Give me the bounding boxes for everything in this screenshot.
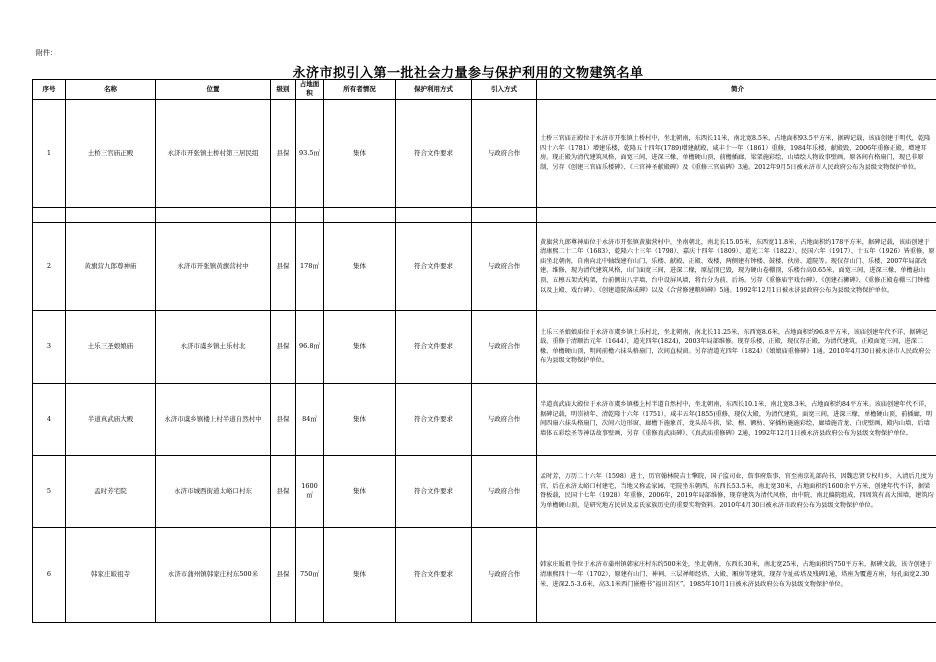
header-area: 占地面积 [296, 80, 324, 100]
cell-intro-way: 与政府合作 [472, 222, 537, 310]
cell-intro-way: 与政府合作 [472, 383, 537, 455]
cell-location: 永济市城西街道太峪口村东 [156, 455, 271, 527]
cell-method: 符合文件要求 [396, 99, 472, 207]
cell-name: 孟时芳宅院 [66, 455, 156, 527]
cell-level: 县保 [271, 99, 296, 207]
table-row [33, 455, 936, 527]
cell-intro-way: 与政府合作 [472, 99, 537, 207]
page-title: 永济市拟引入第一批社会力量参与保护利用的文物建筑名单 [292, 66, 644, 81]
cell-level: 县保 [271, 222, 296, 310]
cell-intro: 土桥三官庙正殿位于永济市开张镇土桥村中，坐北朝南，东西长11米，南北宽8.5米，占地面积93.5平方米，据碑记载，该庙创建于明代，乾隆四十六年（1781）增建乐楼，乾隆五十四年(1789)增建献殿，咸丰十一年（1861）重修，1984年乐楼、献殿毁，2006年重修正殿，增建耳房。现正殿为清代建筑风格，面宽三间，进深三椽，单檐硬山顶，前檐插廊，梁架施彩绘，山墙绘人物故事壁画，原各间有格扇门，现已非原制，另存《创建三官庙乐楼碑》、《三官神圣献殿碑》及《重修三官庙碑》3通。2012年9月5日被永济市人民政府公布为县级文物保护单位。 [537, 99, 936, 207]
cell-no: 5 [33, 455, 66, 527]
header-intro: 简介 [537, 80, 936, 100]
cell-area: 1600㎡ [296, 455, 324, 527]
table-row [33, 527, 936, 622]
table-row [33, 310, 936, 383]
cell-area: 750㎡ [296, 527, 324, 622]
cell-method: 符合文件要求 [396, 527, 472, 622]
cell-no: 6 [33, 527, 66, 622]
cell-location: 永济市虞乡镇土乐村北 [156, 310, 271, 383]
cell-intro: 孟时芳，万历二十六年（1598）进士，历官翰林院吉士擎院，国子监司业，詹事府詹事，官至南京礼部尚书，因魏忠贤专权归乡，入清后几度为官，后在永济太峪口村建宅，当地又称孟家园，宅院坐东朝西，东西长53.5米，南北宽30米，占地面积约1600余平方米，创建年代不详，据梁脊板载，民国十七年（1928）年重修，2006年，2019年局部维修，现存建筑为清代风格，由中院、南北偏院组成，四周筑有高大围墙，建筑均为单檐硬山顶，是研究地方民居及孟氏家族历史的重要实物资料。2010年4月30日被永济市政府公布为县级文物保护单位。 [537, 455, 936, 527]
cell-owner: 集体 [324, 527, 396, 622]
heritage-table [32, 79, 936, 623]
cell-level: 县保 [271, 310, 296, 383]
table-row [33, 383, 936, 455]
cell-area: 96.8㎡ [296, 310, 324, 383]
cell-intro: 黄旗营九郎尊神庙位于永济市开张镇黄旗营村中，坐南朝北，南北长15.05米，东西宽11.8米，占地面积约178平方米，据碑记载，该庙创建于清康熙二十二年（1683），乾隆六十三年（1798）、嘉庆十四年（1809）、道光二年（1822）、民国六年（1917）、十五年（1926）皆重修，原庙坐北朝南，自南向北中轴线建有山门、乐楼、献殿、正殿、戏楼，两侧建有钟楼、鼓楼、伙房、道院等。现仅存山门、乐楼，2007年局部改建、维修，现为清代建筑风格，山门面宽三间，进深二椽，原屋顶已毁，现为硬山卷棚顶，乐楼台高0.65米，面宽三间，进深三椽，单檐悬山顶，五檩五架式构架，台前侧出八字墙，台中设屏风墙，将台分为前、后场。另存《重修庙宇戏台碑》、《创建石狮碑》、《重修正殿卷棚三门钟楼以及上殿、戏台碑》、《创建道院落成碑》以及《合营修建粮帅碑》5通。1992年12月1日被永济县政府公布为县级文物保护单位。 [537, 222, 936, 310]
cell-area: 93.5㎡ [296, 99, 324, 207]
cell-no: 4 [33, 383, 66, 455]
cell-intro: 土乐三圣娘娘庙位于永济市虞乡镇土乐村北，坐北朝南，南北长11.25米，东西宽8.6米，占地面积约96.8平方米，该庙创建年代不详，据碑记载，重修于清顺治元年（1644），道光四年(1824)，2003年局部维修。现存乐楼，正殿，现仅存正殿，为清代建筑，正殿面宽三间，进深二椽，单檐硬山顶，明间前檐六抹头格扇门，次间直棂窗。另存清道光四年（1824）《娘娘庙重修碑》1通。2010年4月30日被永济市人民政府公布为县级文物保护单位。 [537, 310, 936, 383]
table-row [33, 222, 936, 310]
cell-owner: 集体 [324, 222, 396, 310]
cell-owner: 集体 [324, 383, 396, 455]
cell-no: 2 [33, 222, 66, 310]
table-header-row [33, 80, 936, 100]
cell-owner: 集体 [324, 310, 396, 383]
cell-name: 土乐三圣娘娘庙 [66, 310, 156, 383]
cell-name: 土桥三官庙正殿 [66, 99, 156, 207]
cell-name: 黄旗营九郎尊神庙 [66, 222, 156, 310]
header-no: 序号 [33, 80, 66, 100]
cell-location: 永济市开张镇黄旗营村中 [156, 222, 271, 310]
header-level: 级别 [271, 80, 296, 100]
header-name: 名称 [66, 80, 156, 100]
cell-area: 178㎡ [296, 222, 324, 310]
header-method: 保护利用方式 [396, 80, 472, 100]
cell-location: 永济市蒲州镇韩家庄村东500米 [156, 527, 271, 622]
cell-level: 县保 [271, 455, 296, 527]
cell-intro-way: 与政府合作 [472, 527, 537, 622]
cell-name: 半道真武庙大殿 [66, 383, 156, 455]
cell-no: 1 [33, 99, 66, 207]
cell-location: 永济市开张镇土桥村第三居民组 [156, 99, 271, 207]
cell-method: 符合文件要求 [396, 310, 472, 383]
header-intro-way: 引入方式 [472, 80, 537, 100]
cell-level: 县保 [271, 383, 296, 455]
cell-owner: 集体 [324, 455, 396, 527]
cell-area: 84㎡ [296, 383, 324, 455]
cell-intro: 半道真武庙大殿位于永济市虞乡镇楼上村半道自然村中，坐北朝南，东西长10.1米，南北宽8.3米，占地面积约84平方米。该庙创建年代不详，据碑记载，明崇祯年、清乾隆十六年（1751），咸丰五年(1855)重修，现仅大殿，为清代建筑，面宽三间，进深三椽，单檐硬山顶，前插廊，明间四扇六抹头格扇门，次间六边形窗，廊檐下施象首，龙头昂斗拱，梁、檩、额枋、穿插枋施施彩绘，廊墙施青龙、白虎壁画，殿内山墙、后墙墙体五彩绘圣等神话故事壁画，另存《重修真武庙碑》、《真武庙重修碑》2通，1992年12月1日被永济县政府公布为县级文物保护单位。 [537, 383, 936, 455]
attachment-label: 附件： [36, 49, 57, 57]
cell-name: 韩家庄皈祖寺 [66, 527, 156, 622]
cell-method: 符合文件要求 [396, 383, 472, 455]
cell-method: 符合文件要求 [396, 455, 472, 527]
page-break-row [33, 207, 936, 222]
cell-method: 符合文件要求 [396, 222, 472, 310]
cell-location: 永济市虞乡镇楼上村半道自然村中 [156, 383, 271, 455]
cell-intro-way: 与政府合作 [472, 455, 537, 527]
cell-no: 3 [33, 310, 66, 383]
cell-intro: 韩家庄皈祖寺位于永济市蒲州镇韩家庄村东约500米处，坐北朝南，东西长30米，南北宽25米，占地面积约750平方米，据碑文载，该寺创建于清康熙四十一年（1702），原建有山门、神祠、三层禅师经塔、大殿、厢房等建筑，现存寺址砖塔及残碑1通，塔座为覆莲方座，每孔面宽2.30米，进深2.5-3.6米，高3.1米西门嵌楷书“福田首区”。1985年10月1日被永济县政府公布为县级文物保护单位。 [537, 527, 936, 622]
table-row [33, 99, 936, 207]
cell-intro-way: 与政府合作 [472, 310, 537, 383]
cell-owner: 集体 [324, 99, 396, 207]
header-location: 位置 [156, 80, 271, 100]
header-owner: 所有者情况 [324, 80, 396, 100]
cell-level: 县保 [271, 527, 296, 622]
